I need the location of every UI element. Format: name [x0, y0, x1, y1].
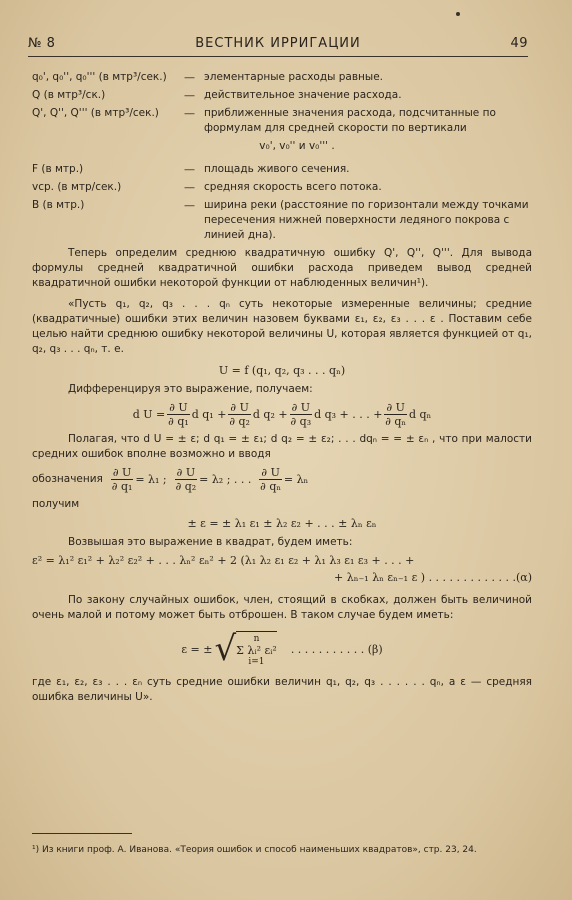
- designation-fraction-1: [111, 466, 133, 493]
- diff-term-2: d q₂ +: [252, 408, 288, 421]
- frac-num: ∂ U: [386, 401, 405, 414]
- frac-num: ∂ U: [112, 466, 132, 479]
- diff-term-n: d qₙ: [408, 408, 432, 421]
- frac-den: ∂ qₙ: [385, 415, 407, 428]
- equation-u: U = f (q₁, q₂, q₃ . . . qₙ): [218, 364, 346, 377]
- partial-fraction-2: [228, 401, 250, 428]
- sqrt-sign: √: [214, 629, 237, 669]
- equation-squared-line-2: + λₙ₋₁ λₙ εₙ₋₁ ε ) . . . . . . . . . . . . .(α): [334, 571, 532, 584]
- definition-row: [32, 106, 532, 136]
- definition-symbol: F (в мтр.): [32, 163, 84, 175]
- paragraph-obtain: получим: [32, 498, 80, 510]
- frac-den: ∂ q₂: [175, 480, 197, 493]
- definitions-list: [32, 70, 532, 243]
- issue-number: № 8: [28, 36, 56, 51]
- paragraph-where: где ε₁, ε₂, ε₃ . . . εₙ суть средние ошибки величин q₁, q₂, q₃ . . . . . . qₙ, а ε — средняя ошибка величины U».: [32, 676, 532, 703]
- designation-term-1: = λ₁ ;: [135, 473, 167, 486]
- definition-row: [32, 88, 532, 103]
- beta-lhs: ε = ±: [181, 642, 213, 656]
- definition-row: [32, 180, 532, 195]
- footnote: ¹) Из книги проф. А. Иванова. «Теория ошибок и способ наименьших квадратов», стр. 23, 24.: [32, 845, 477, 855]
- sum-upper: n: [253, 634, 260, 644]
- definition-dash: —: [184, 199, 195, 212]
- paragraph-differentiate: Дифференцируя это выражение, получаем:: [68, 383, 313, 395]
- definition-text: ширина реки (расстояние по горизонтали между точками пересечения нижней поверхности ледяного покрова с линией дна).: [204, 199, 529, 241]
- paragraph-assume: Полагая, что d U = ± ε; d q₁ = ± ε₁; d q₂ = ± ε₂; . . . dqₙ = = ± εₙ , что при малости средних ошибок вполне возможно и вводя: [32, 433, 532, 460]
- designation-term-2: = λ₂ ; . . .: [199, 473, 252, 486]
- beta-tag: . . . . . . . . . . . (β): [290, 642, 383, 656]
- definition-dash: —: [184, 107, 195, 120]
- ink-dot: [456, 12, 460, 16]
- definition-row: [32, 70, 532, 85]
- article-body: [32, 70, 532, 705]
- definition-symbol: q₀', q₀'', q₀''' (в мтр³/сек.): [32, 71, 167, 83]
- partial-fraction-n: [384, 401, 406, 428]
- paragraph-square: Возвышая это выражение в квадрат, будем иметь:: [68, 536, 353, 548]
- definition-symbol: vср. (в мтр/сек.): [32, 181, 122, 193]
- page-number: 49: [510, 36, 528, 51]
- definition-symbol: B (в мтр.): [32, 199, 85, 211]
- definition-row: [32, 198, 532, 243]
- frac-num: ∂ U: [169, 401, 188, 414]
- diff-term-3: d q₃ + . . . +: [314, 408, 383, 421]
- frac-num: ∂ U: [176, 466, 196, 479]
- diff-term-1: d q₁ +: [191, 408, 227, 421]
- designation-fraction-2: [175, 466, 197, 493]
- definition-symbol: Q', Q'', Q''' (в мтр³/сек.): [32, 107, 159, 119]
- paragraph-quote-start: «Пусть q₁, q₂, q₃ . . . qₙ суть некоторые измеренные величины; средние (квадратичные) ошибки этих величин назовем буквами ε₁, ε₂, ε₃ . . . ε . Поставим себе целью найти среднюю ошибку некоторой величины U, которая является функцией от q₁, q₂, q₃ . . . qₙ, т. е.: [32, 298, 532, 355]
- header-rule: [28, 56, 528, 57]
- frac-den: ∂ q₁: [168, 415, 189, 428]
- velocity-symbols: v₀', v₀'' и v₀''' .: [259, 140, 335, 152]
- frac-num: ∂ U: [261, 466, 280, 479]
- frac-den: ∂ q₁: [111, 480, 133, 493]
- equation-squared-line-1: ε² = λ₁² ε₁² + λ₂² ε₂² + . . . λₙ² εₙ² + 2 (λ₁ λ₂ ε₁ ε₂ + λ₁ λ₃ ε₁ ε₃ + . . . +: [32, 554, 415, 567]
- equation-beta: [32, 631, 532, 667]
- definition-dash: —: [184, 89, 195, 102]
- definition-text: средняя скорость всего потока.: [204, 181, 382, 193]
- sum-lower: i=1: [248, 657, 265, 667]
- definition-row: [32, 162, 532, 177]
- frac-den: ∂ qₙ: [260, 480, 282, 493]
- designation-fraction-n: [259, 466, 281, 493]
- footnote-rule: [32, 833, 132, 834]
- paragraph-random-errors: По закону случайных ошибок, член, стоящий в скобках, должен быть величиной очень малой и потому может быть отброшен. В таком случае будем иметь:: [32, 594, 532, 621]
- frac-den: ∂ q₂: [229, 415, 250, 428]
- paragraph-intro: Теперь определим среднюю квадратичную ошибку Q', Q'', Q'''. Для вывода формулы средней квадратичной ошибки расхода приведем вывод средней квадратичной ошибки некоторой функции от наблюденных величин¹).: [32, 247, 532, 289]
- frac-num: ∂ U: [291, 401, 311, 414]
- definition-dash: —: [184, 71, 195, 84]
- definition-text: приближенные значения расхода, подсчитанные по формулам для средней скорости по вертикали: [204, 107, 496, 134]
- diff-lhs: d U =: [132, 408, 166, 421]
- frac-den: ∂ q₃: [290, 415, 312, 428]
- definition-dash: —: [184, 181, 195, 194]
- definition-text: действительное значение расхода.: [204, 89, 402, 101]
- journal-title: ВЕСТНИК ИРРИГАЦИИ: [195, 36, 361, 51]
- designations-label: обозначения: [32, 473, 103, 485]
- partial-fraction-1: [167, 401, 189, 428]
- frac-num: ∂ U: [230, 401, 249, 414]
- definition-symbol: Q (в мтр³/ск.): [32, 89, 106, 101]
- running-header: [28, 36, 528, 58]
- definition-text: элементарные расходы равные.: [204, 71, 383, 83]
- equation-designations: [32, 466, 532, 493]
- definition-dash: —: [184, 163, 195, 176]
- sum-body: Σ λᵢ² εᵢ²: [236, 644, 277, 657]
- equation-epsilon: ± ε = ± λ₁ ε₁ ± λ₂ ε₂ + . . . ± λₙ εₙ: [187, 517, 377, 530]
- sum-block: [236, 631, 277, 667]
- partial-fraction-3: [290, 401, 312, 428]
- equation-differential: [32, 401, 532, 428]
- definition-text: площадь живого сечения.: [204, 163, 350, 175]
- designation-term-n: = λₙ: [283, 473, 309, 486]
